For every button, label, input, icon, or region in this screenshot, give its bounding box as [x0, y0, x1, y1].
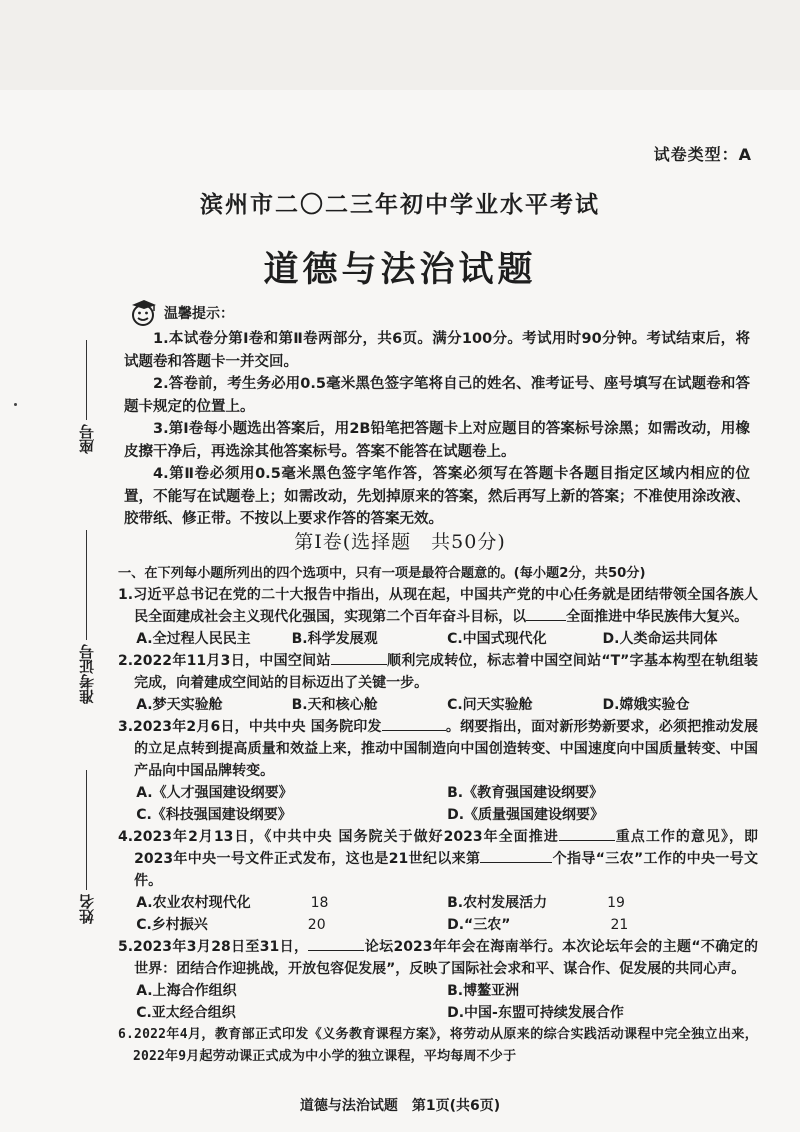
option-b: B.《教育强国建设纲要》: [447, 785, 604, 801]
option-b: B.农村发展活力 19: [447, 895, 625, 911]
option-d: D.《质量强国建设纲要》: [447, 807, 605, 823]
name-label: 姓名: [77, 894, 96, 924]
note-item: 2.答卷前，考生务必用0.5毫米黑色签字笔将自己的姓名、准考证号、座号填写在试题卷和答题卡规定的位置上。: [124, 376, 750, 415]
section-title: 第Ⅰ卷(选择题 共50分): [294, 531, 506, 553]
paper-type-label: 试卷类型：A: [653, 145, 752, 164]
binding-margin: [66, 340, 106, 960]
option-a: A.上海合作组织: [136, 983, 237, 999]
option-number: 18: [310, 895, 329, 911]
note-item: 1.本试卷分第Ⅰ卷和第Ⅱ卷两部分，共6页。满分100分。考试用时90分钟。考试结束后，将试题卷和答题卡一并交回。: [124, 331, 750, 370]
answer-blank: [382, 716, 446, 731]
page-footer: 道德与法治试题 第1页(共6页): [299, 1098, 501, 1114]
part-instruction: 一、在下列每小题所列出的四个选项中，只有一项是最符合题意的。(每小题2分，共50分): [118, 566, 646, 581]
note-item: 3.第Ⅰ卷每小题选出答案后，用2B铅笔把答题卡上对应题目的答案标号涂黑；如需改动，用橡皮擦干净后，再选涂其他答案标号。答案不能答在试题卷上。: [124, 421, 750, 460]
option-d: D.“三农” 21: [447, 917, 629, 933]
answer-blank: [480, 848, 552, 863]
field-line: [86, 770, 87, 890]
name-field: [66, 770, 106, 924]
option-b: B.科学发展观: [291, 631, 378, 647]
option-number: 19: [607, 895, 625, 911]
question-stem: 2.2022年11月3日，中国空间站 顺利完成转位，标志着中国空间站“T”字基本构型在轨组装完成，向着建成空间站的目标迈出了关键一步。: [118, 650, 758, 694]
option-b: B.天和核心舱: [291, 697, 378, 713]
question-4: [118, 826, 758, 936]
tips-heading-text: 温馨提示：: [164, 306, 234, 322]
question-5: [118, 936, 758, 1024]
seat-number-field: [66, 340, 106, 454]
question-3: [118, 716, 758, 826]
question-stem: 6.2022年4月，教育部正式印发《义务教育课程方案》，将劳动从原来的综合实践活动课程中完全独立出来，2022年9月起劳动课正式成为中小学的独立课程，平均每周不少于: [118, 1027, 758, 1064]
options-grid: [118, 782, 758, 826]
option-number: 20: [307, 917, 326, 933]
option-a: A.全过程人民民主: [136, 631, 251, 647]
options-row: [118, 694, 758, 716]
option-c: C.亚太经合组织: [136, 1005, 236, 1021]
question-stem: 3.2023年2月6日，中共中央 国务院印发 。纲要指出，面对新形势新要求，必须把推动发展的立足点转到提高质量和效益上来，推动中国制造向中国创造转变、中国速度向中国质量转变、中国产品向中国品牌转变。: [118, 716, 758, 782]
admission-number-label: 准考证号: [77, 644, 96, 704]
options-row: [118, 628, 758, 650]
answer-blank: [308, 936, 364, 951]
option-d: D.人类命运共同体: [602, 631, 718, 647]
answer-blank: [559, 826, 615, 841]
tips-heading: [128, 297, 234, 329]
option-d: D.嫦娥实验仓: [602, 697, 690, 713]
notes-block: [124, 328, 750, 531]
option-c: C.问天实验舱: [447, 697, 533, 713]
exam-title: 滨州市二〇二三年初中学业水平考试: [200, 191, 600, 218]
option-b: B.博鳌亚洲: [447, 983, 520, 999]
answer-blank: [331, 650, 387, 665]
seat-number-label: 座号: [77, 424, 96, 454]
field-line: [86, 340, 87, 420]
option-c: C.乡村振兴 20: [136, 917, 326, 933]
questions-list: [118, 584, 758, 1068]
stray-dot: [14, 403, 17, 406]
option-d: D.中国-东盟可持续发展合作: [447, 1005, 624, 1021]
field-line: [86, 530, 87, 640]
subject-title: 道德与法治试题: [263, 250, 537, 290]
question-stem: 4.2023年2月13日，《中共中央 国务院关于做好2023年全面推进 重点工作的意见》，即2023年中央一号文件正式发布，这也是21世纪以来第 个指导“三农”工作的中央一号文件。: [118, 826, 758, 892]
smiley-face-icon: [128, 297, 160, 329]
option-a: A.农业农村现代化 18: [136, 895, 329, 911]
option-number: 21: [610, 917, 629, 933]
question-stem: 1.习近平总书记在党的二十大报告中指出，从现在起，中国共产党的中心任务就是团结带领全国各族人民全面建成社会主义现代化强国，实现第二个百年奋斗目标，以 全面推进中华民族伟大复兴。: [118, 587, 758, 625]
note-item: 4.第Ⅱ卷必须用0.5毫米黑色签字笔作答，答案必须写在答题卡各题目指定区域内相应的位置，不能写在试题卷上；如需改动，先划掉原来的答案，然后再写上新的答案；不准使用涂改液、胶带纸、修正带。不按以上要求作答的答案无效。: [124, 466, 750, 527]
options-grid: [118, 980, 758, 1024]
question-2: [118, 650, 758, 716]
option-c: C.《科技强国建设纲要》: [136, 807, 292, 823]
admission-number-field: [66, 530, 106, 704]
question-1: [118, 584, 758, 650]
question-6: [118, 1024, 758, 1068]
option-a: A.梦天实验舱: [136, 697, 223, 713]
answer-blank: [526, 606, 566, 621]
options-grid: [118, 892, 758, 936]
option-a: A.《人才强国建设纲要》: [136, 785, 293, 801]
question-stem: 5.2023年3月28日至31日， 论坛2023年年会在海南举行。本次论坛年会的主题“不确定的世界：团结合作迎挑战，开放包容促发展”，反映了国际社会求和平、谋合作、促发展的共同心声。: [118, 936, 758, 980]
option-c: C.中国式现代化: [447, 631, 547, 647]
